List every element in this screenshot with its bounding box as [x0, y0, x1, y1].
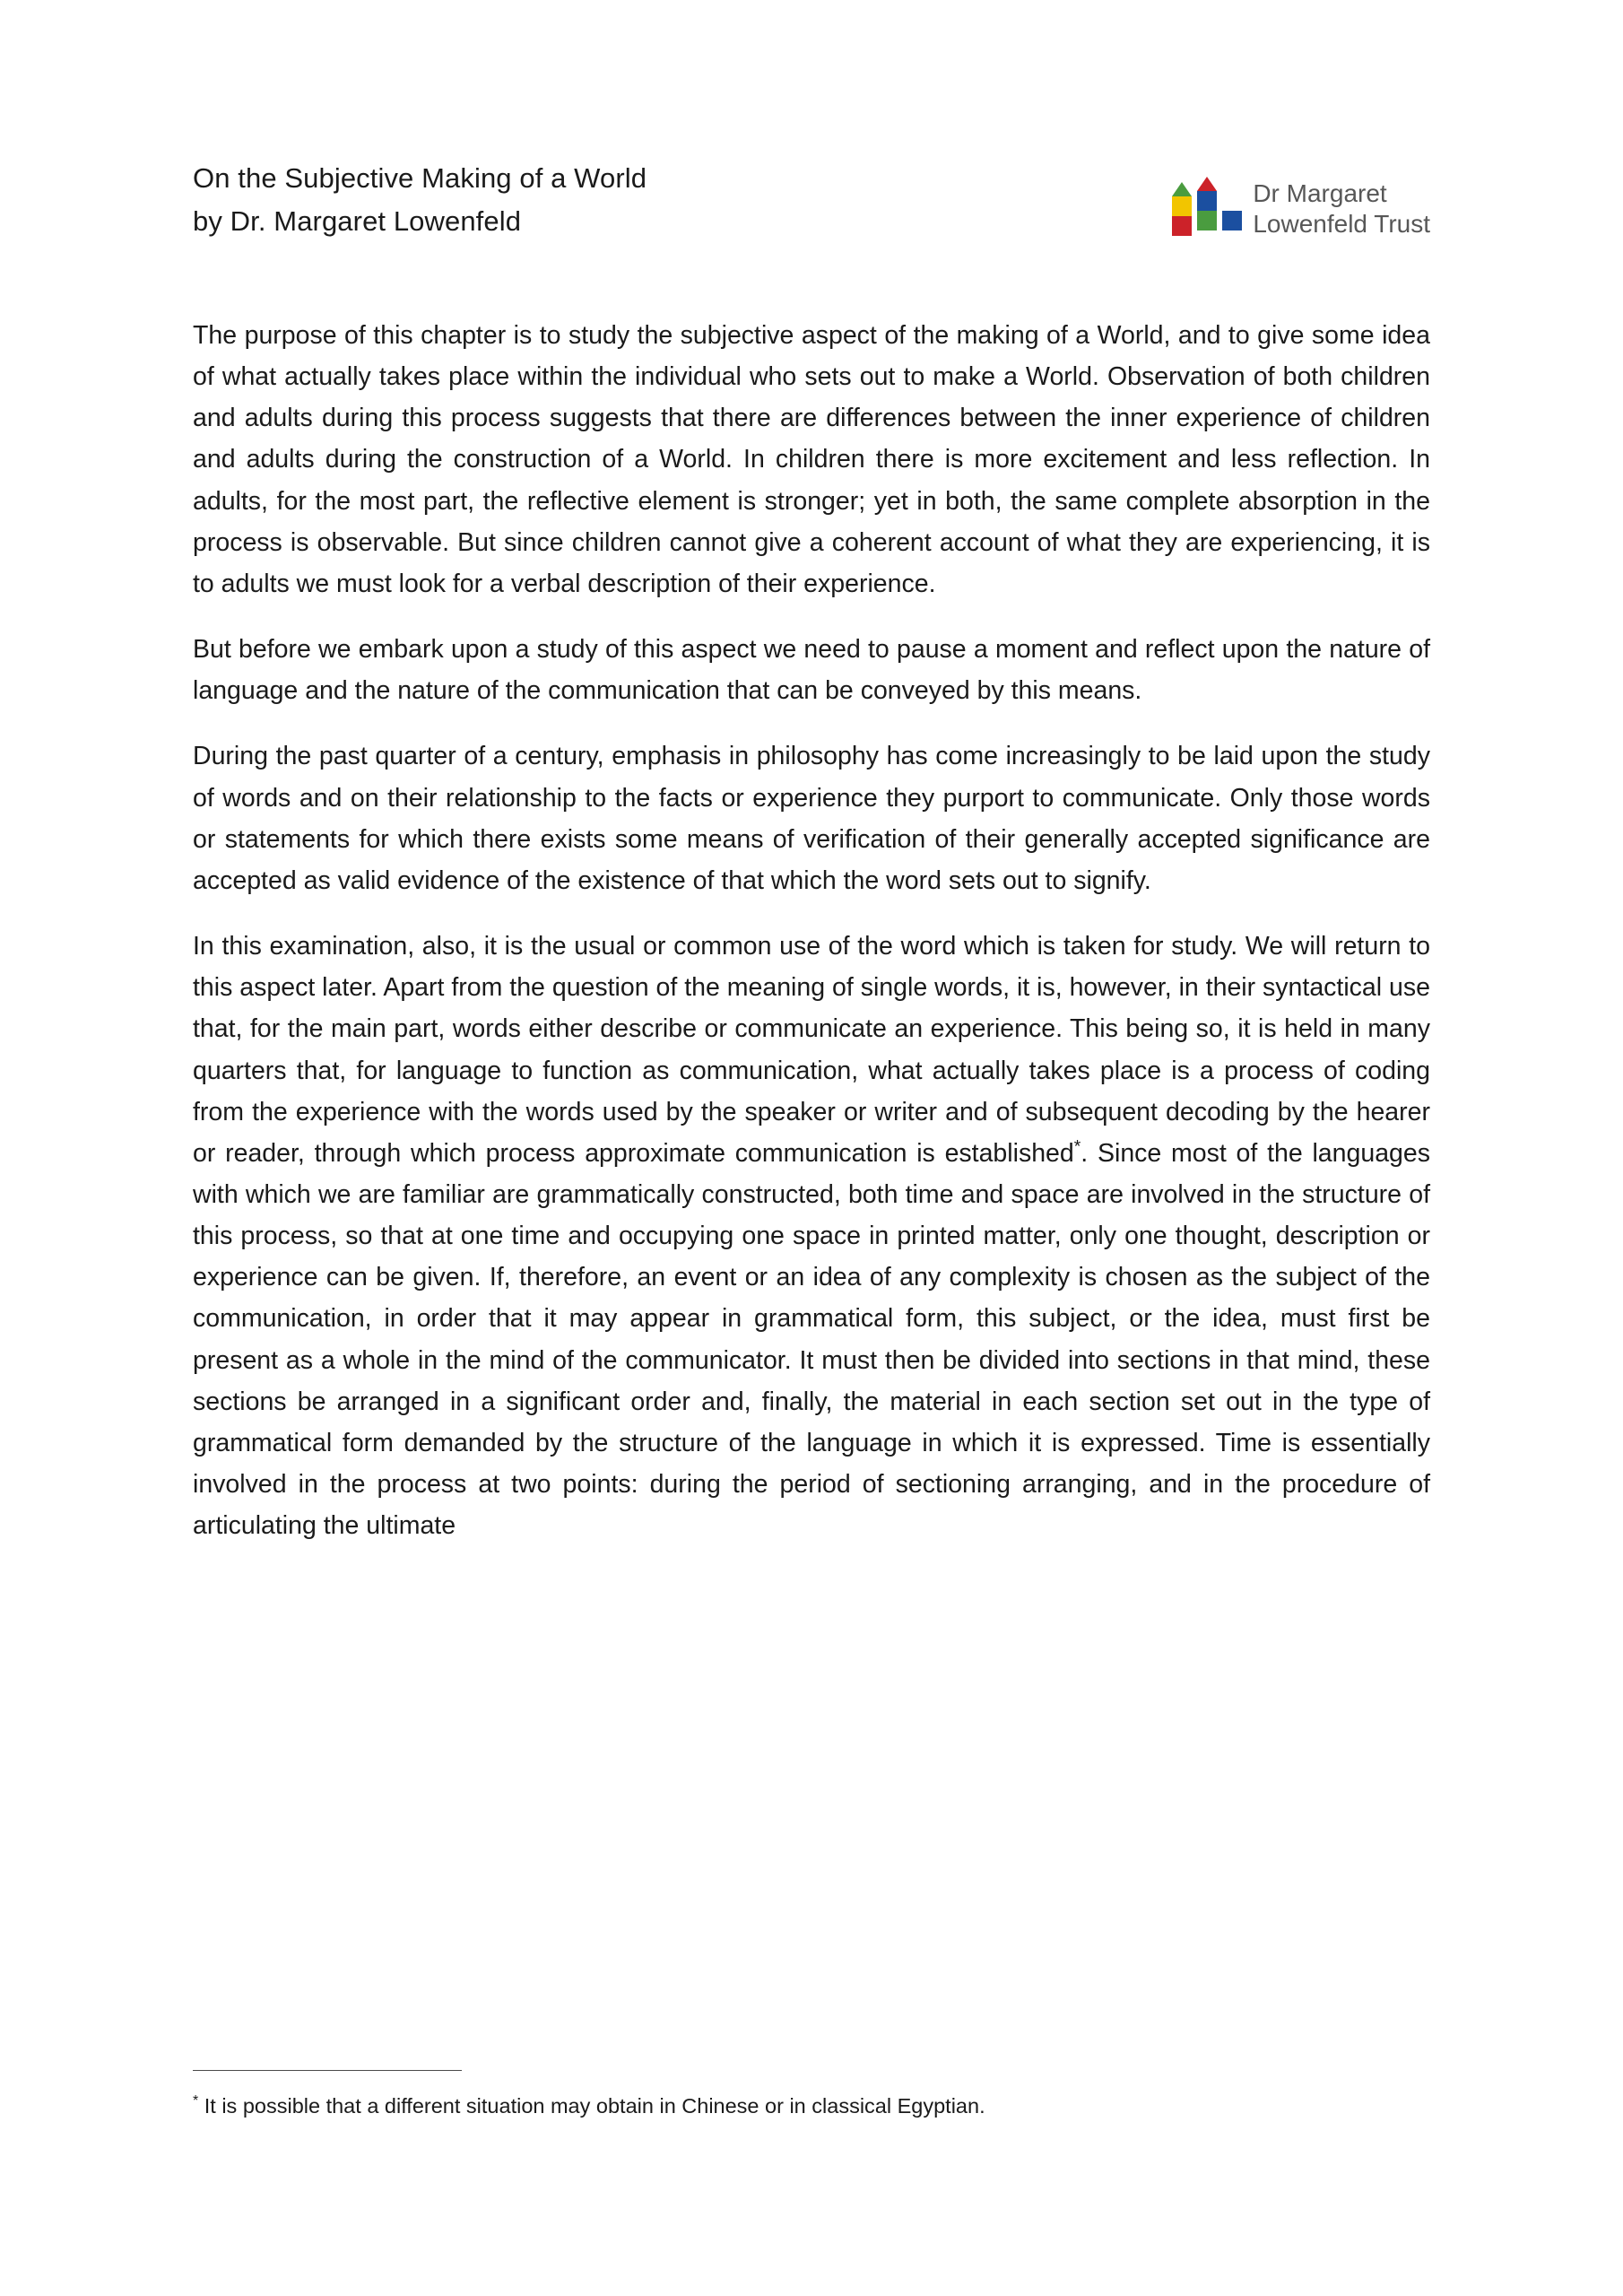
footnote-marker: * [193, 2093, 199, 2109]
trust-logo [1170, 177, 1430, 239]
footnote-separator [193, 2070, 462, 2071]
paragraph-3: During the past quarter of a century, emphasis in philosophy has come increasingly to be laid upon the study of words and on their relationship to the facts or experience they purport to communicate. Only those words or statements for which there exists some means of verification of their generally accepted significance are accepted as valid evidence of the existence of that which the word sets out to signify. [193, 742, 1430, 895]
document-header [193, 157, 1430, 274]
paragraph-2: But before we embark upon a study of this aspect we need to pause a moment and reflect upon the nature of language and the nature of the communication that can be conveyed by this means. [193, 635, 1430, 706]
footnote-reference[interactable]: * [1073, 1136, 1081, 1157]
author-line: by Dr. Margaret Lowenfeld [193, 205, 522, 238]
document-body [193, 315, 1430, 1546]
page-title: On the Subjective Making of a World [193, 162, 647, 194]
logo-text [1253, 177, 1430, 239]
footnote [193, 2091, 1430, 2121]
building-blocks-icon [1170, 177, 1240, 234]
logo-line-2: Lowenfeld Trust [1253, 210, 1430, 239]
paragraph-4 [193, 926, 1430, 1546]
footnote-area [193, 2070, 1430, 2121]
title-block [193, 157, 1034, 243]
paragraph-1: The purpose of this chapter is to study the subjective aspect of the making of a World, and to give some idea of what actually takes place within the individual who sets out to make a World. Observation of both children and adults during this process suggests that there are differences between the inner experience of children and adults during the construction of a World. In children there is more excitement and less reflection. In adults, for the most part, the reflective element is stronger; yet in both, the same complete absorption in the process is observable. But since children cannot give a coherent account of what they are experiencing, it is to adults we must look for a verbal description of their experience. [193, 321, 1430, 598]
footnote-body: It is possible that a different situation may obtain in Chinese or in classical Egyptian. [204, 2093, 985, 2118]
paragraph-4-part-2: . Since most of the languages with which we are familiar are grammatically constructed, both time and space are involved in the structure of this process, so that at one time and occupying one space in printed matter, only one thought, description or experience can be given. If, therefore, an event or an idea of any complexity is chosen as the subject of the communication, in order that it may appear in grammatical form, this subject, or the idea, must first be present as a whole in the mind of the communicator. It must then be divided into sections in that mind, these sections be arranged in a significant order and, finally, the material in each section set out in the type of grammatical form demanded by the structure of the language in which it is expressed. Time is essentially involved in the process at two points: during the period of sectioning arranging, and in the procedure of articulating the ultimate [193, 1138, 1430, 1541]
logo-line-1: Dr Margaret [1253, 179, 1387, 207]
paragraph-4-part-1: In this examination, also, it is the usual or common use of the word which is taken for study. We will return to this aspect later. Apart from the question of the meaning of single words, it is, however, in their syntactical use that, for the main part, words either describe or communicate an experience. This being so, it is held in many quarters that, for language to function as communication, what actually takes place is a process of coding from the experience with the words used by the speaker or writer and of subsequent decoding by the hearer or reader, through which process approximate communication is established [193, 932, 1430, 1168]
